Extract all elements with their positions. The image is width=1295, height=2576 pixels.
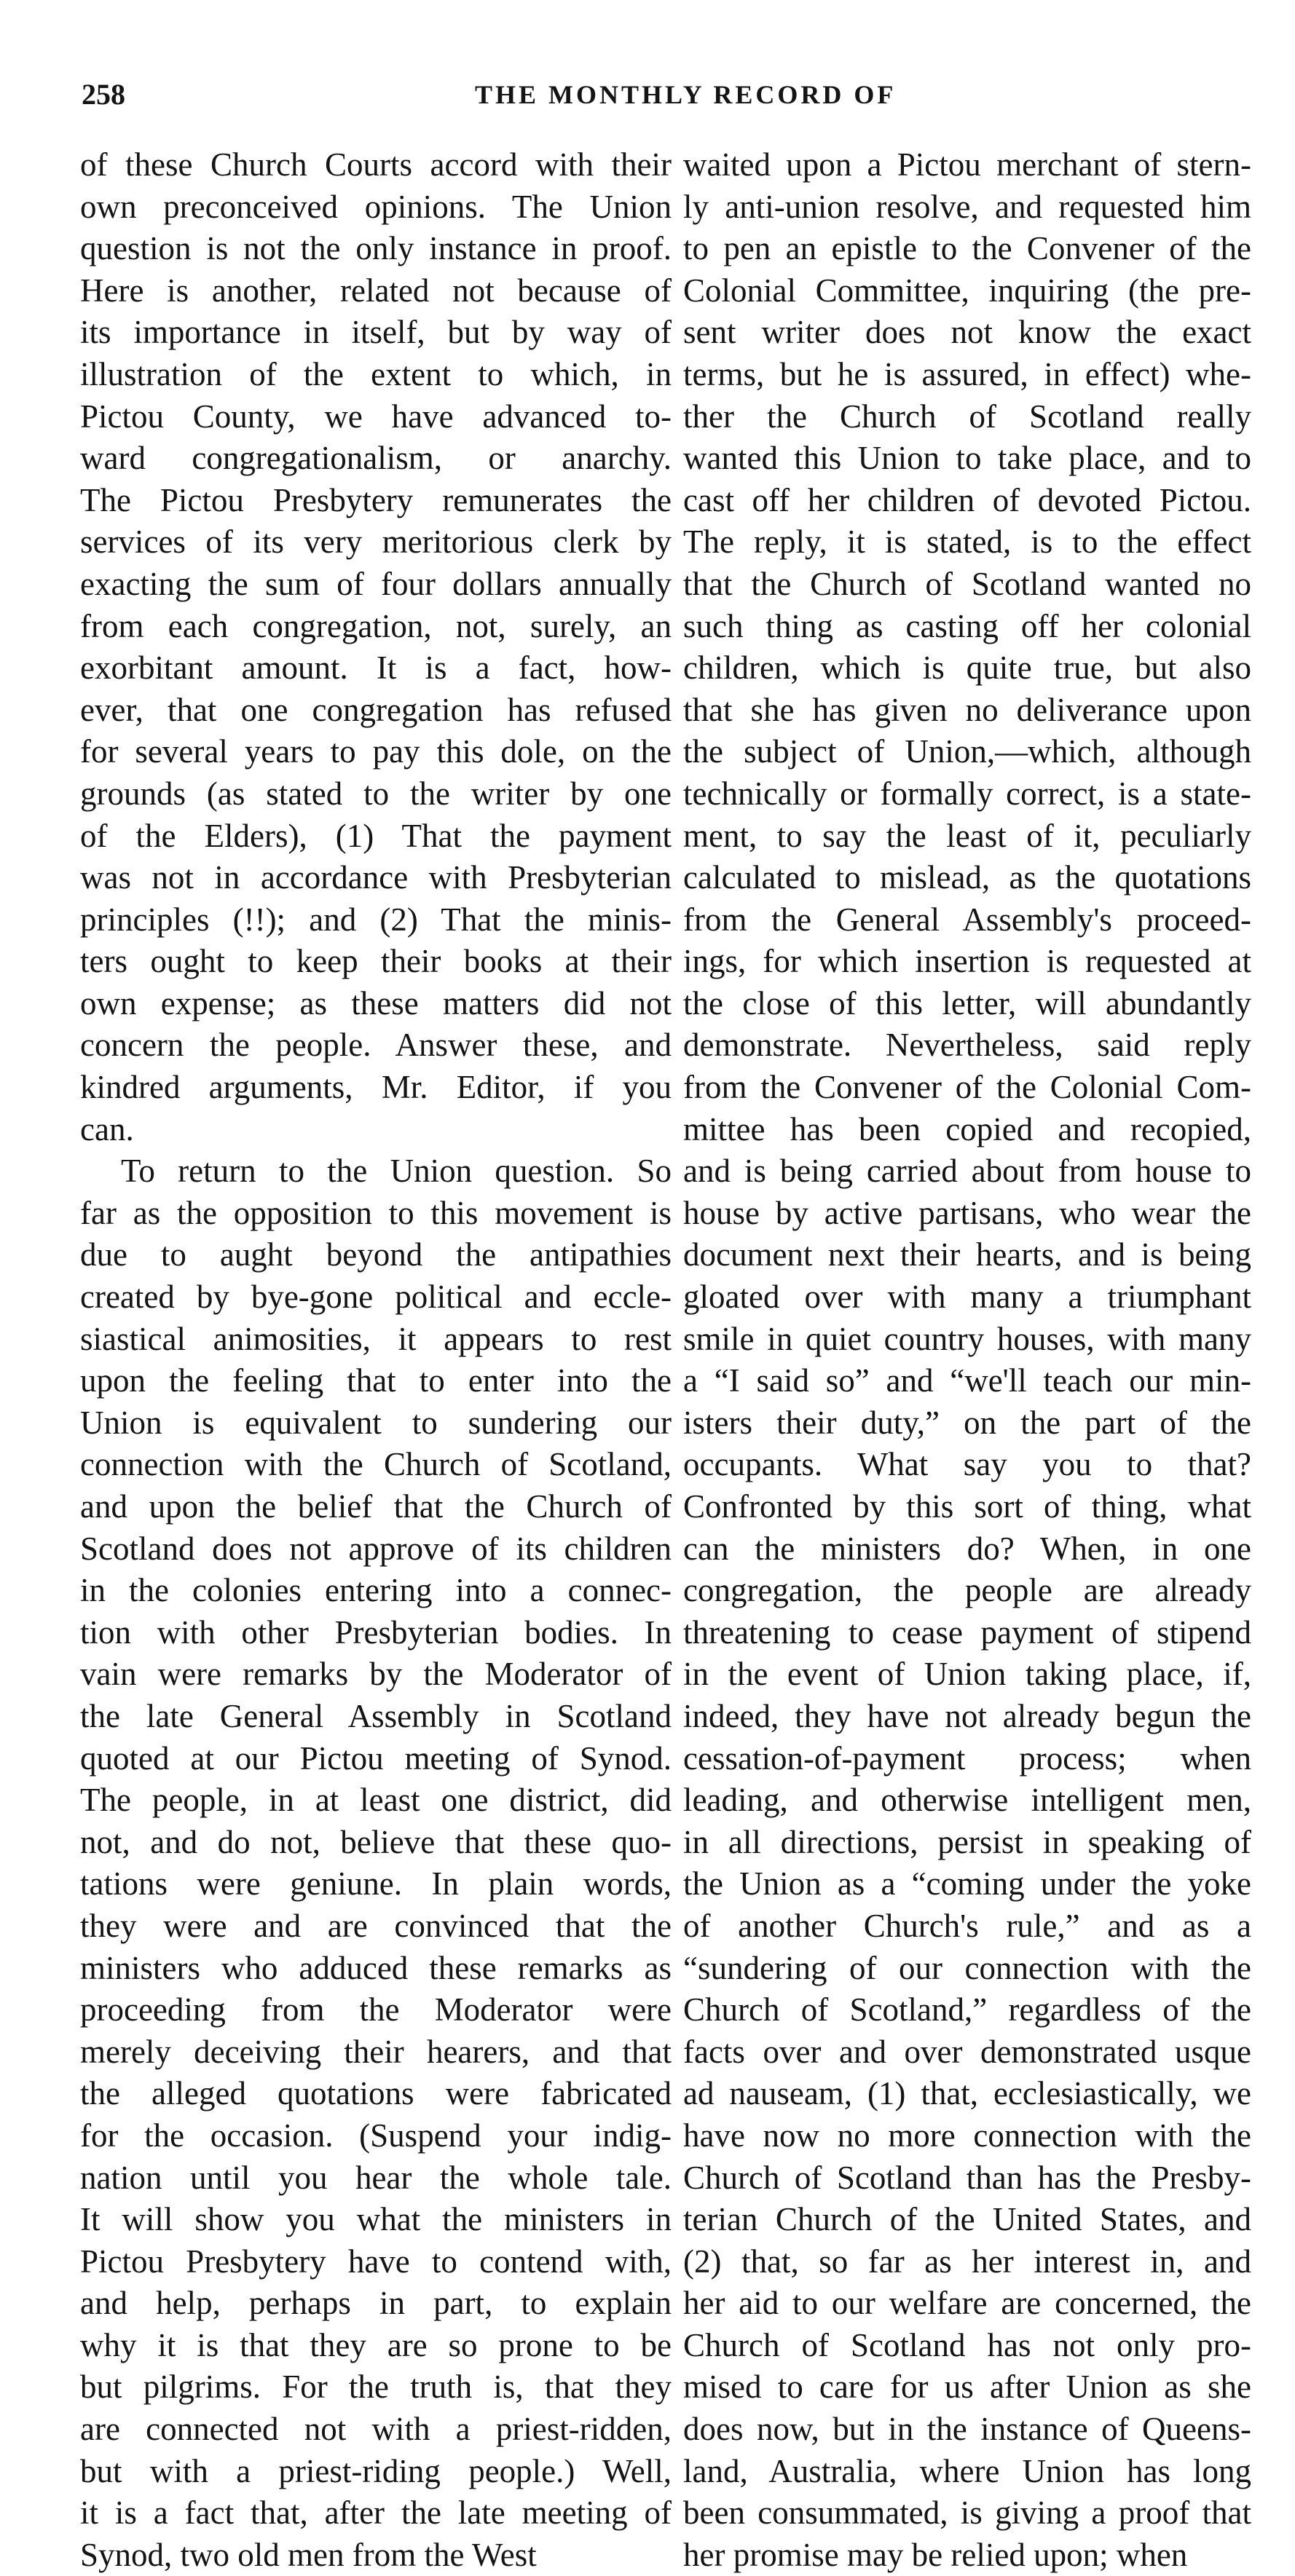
text-line: the Union as a “coming under the yoke [683, 1865, 1251, 1903]
text-line: and help, perhaps in part, to explain [80, 2285, 672, 2322]
text-line: own preconceived opinions. The Union [80, 188, 672, 225]
text-line: land, Australia, where Union has long [683, 2452, 1251, 2489]
text-line: proceeding from the Moderator were [80, 1991, 672, 2028]
text-line: tations were geniune. In plain words, [80, 1865, 672, 1903]
text-line: ministers who adduced these remarks as [80, 1949, 672, 1986]
journal-title: THE MONTHLY RECORD OF [475, 80, 897, 109]
text-line: congregation, the people are already [683, 1572, 1251, 1609]
text-line: in the colonies entering into a connec- [80, 1572, 672, 1609]
text-line: threatening to cease payment of stipend [683, 1613, 1251, 1651]
text-line: ad nauseam, (1) that, ecclesiastically, we [683, 2075, 1251, 2112]
text-line: exacting the sum of four dollars annually [80, 565, 672, 602]
text-line: kindred arguments, Mr. Editor, if you [80, 1069, 672, 1106]
text-line: siastical animosities, it appears to rest [80, 1320, 672, 1357]
text-line: demonstrate. Nevertheless, said reply [683, 1027, 1251, 1064]
text-line: Pictou County, we have advanced to- [80, 398, 672, 435]
text-line: question is not the only instance in proof. [80, 230, 672, 267]
text-line: house by active partisans, who wear the [683, 1194, 1251, 1231]
text-line: Here is another, related not because of [80, 272, 672, 309]
text-line: for the occasion. (Suspend your indig- [80, 2117, 672, 2154]
text-line: Scotland does not approve of its children [80, 1530, 672, 1567]
text-line: not, and do not, believe that these quo- [80, 1823, 672, 1860]
text-line: facts over and over demonstrated usque [683, 2033, 1251, 2070]
text-line: cessation-of-payment process; when [683, 1739, 1251, 1777]
text-line: Church of Scotland,” regardless of the [683, 1991, 1251, 2028]
text-line: Pictou Presbytery have to contend with, [80, 2243, 672, 2280]
text-line: due to aught beyond the antipathies [80, 1236, 672, 1273]
text-line: waited upon a Pictou merchant of stern- [683, 146, 1251, 183]
text-line: (2) that, so far as her interest in, and [683, 2243, 1251, 2280]
text-line: Church of Scotland has not only pro- [683, 2326, 1251, 2363]
text-line: It will show you what the ministers in [80, 2201, 672, 2238]
text-line: The reply, it is stated, is to the effect [683, 524, 1251, 561]
text-line: to pen an epistle to the Convener of the [683, 230, 1251, 267]
text-line: sent writer does not know the exact [683, 314, 1251, 351]
text-line: a “I said so” and “we'll teach our min- [683, 1362, 1251, 1399]
text-line: mittee has been copied and recopied, [683, 1110, 1251, 1147]
text-line: can the ministers do? When, in one [683, 1530, 1251, 1567]
text-line: her aid to our welfare are concerned, the [683, 2285, 1251, 2322]
text-line: for several years to pay this dole, on the [80, 733, 672, 770]
text-line: document next their hearts, and is being [683, 1236, 1251, 1273]
text-line: are connected not with a priest-ridden, [80, 2411, 672, 2448]
text-line: technically or formally correct, is a state- [683, 775, 1251, 812]
text-line: ings, for which insertion is requested at [683, 943, 1251, 980]
text-line: ward congregationalism, or anarchy. [80, 440, 672, 477]
text-line: vain were remarks by the Moderator of [80, 1656, 672, 1693]
text-line: the alleged quotations were fabricated [80, 2075, 672, 2112]
text-line: Confronted by this sort of thing, what [683, 1488, 1251, 1525]
text-line: Synod, two old men from the West [80, 2536, 537, 2573]
running-head [82, 73, 1232, 116]
text-line: and upon the belief that the Church of [80, 1488, 672, 1525]
text-line: in the event of Union taking place, if, [683, 1656, 1251, 1693]
text-line: indeed, they have not already begun the [683, 1697, 1251, 1734]
text-line: connection with the Church of Scotland, [80, 1446, 672, 1483]
text-line: in all directions, persist in speaking of [683, 1823, 1251, 1860]
text-line: does now, but in the instance of Queens- [683, 2411, 1251, 2448]
text-line: from the Convener of the Colonial Com- [683, 1069, 1251, 1106]
text-line: wanted this Union to take place, and to [683, 440, 1251, 477]
text-line: the subject of Union,—which, although [683, 733, 1251, 770]
text-line: merely deceiving their hearers, and that [80, 2033, 672, 2070]
text-line: been consummated, is giving a proof that [683, 2494, 1251, 2532]
text-line: gloated over with many a triumphant [683, 1279, 1251, 1316]
text-line: The Pictou Presbytery remunerates the [80, 481, 672, 518]
text-line: exorbitant amount. It is a fact, how- [80, 649, 672, 687]
text-line: it is a fact that, after the late meeting of [80, 2494, 672, 2532]
text-line: of another Church's rule,” and as a [683, 1907, 1251, 1944]
text-line: Union is equivalent to sundering our [80, 1404, 672, 1441]
text-line: far as the opposition to this movement is [80, 1194, 672, 1231]
text-line: children, which is quite true, but also [683, 649, 1251, 687]
text-line: occupants. What say you to that? [683, 1446, 1251, 1483]
text-line: calculated to mislead, as the quotations [683, 859, 1251, 896]
text-line: have now no more connection with the [683, 2117, 1251, 2154]
text-line: “sundering of our connection with the [683, 1949, 1251, 1986]
text-line: mised to care for us after Union as she [683, 2368, 1251, 2406]
text-line: The people, in at least one district, did [80, 1782, 672, 1819]
text-line: tion with other Presbyterian bodies. In [80, 1613, 672, 1651]
text-line: but pilgrims. For the truth is, that they [80, 2368, 672, 2406]
text-line: of these Church Courts accord with their [80, 146, 672, 183]
text-line: cast off her children of devoted Pictou. [683, 481, 1251, 518]
text-line: ther the Church of Scotland really [683, 398, 1251, 435]
text-line: from each congregation, not, surely, an [80, 607, 672, 644]
text-line: ly anti-union resolve, and requested him [683, 188, 1251, 225]
text-line: quoted at our Pictou meeting of Synod. [80, 1739, 672, 1777]
text-line: can. [80, 1110, 134, 1147]
text-line: Church of Scotland than has the Presby- [683, 2159, 1251, 2196]
text-line: concern the people. Answer these, and [80, 1027, 672, 1064]
text-line: principles (!!); and (2) That the minis- [80, 901, 672, 938]
text-line: the close of this letter, will abundantly [683, 984, 1251, 1022]
text-line: nation until you hear the whole tale. [80, 2159, 672, 2196]
text-line: Colonial Committee, inquiring (the pre- [683, 272, 1251, 309]
text-line: was not in accordance with Presbyterian [80, 859, 672, 896]
text-line: services of its very meritorious clerk by [80, 524, 672, 561]
text-line: that the Church of Scotland wanted no [683, 565, 1251, 602]
text-line: from the General Assembly's proceed- [683, 901, 1251, 938]
left-text-column [80, 144, 672, 2576]
page-number: 258 [82, 78, 125, 111]
right-text-column [683, 144, 1251, 2576]
text-line: To return to the Union question. So [121, 1153, 672, 1190]
text-line: they were and are convinced that the [80, 1907, 672, 1944]
text-line: isters their duty,” on the part of the [683, 1404, 1251, 1441]
text-line: her promise may be relied upon; when [683, 2536, 1188, 2573]
text-line: terms, but he is assured, in effect) whe- [683, 355, 1251, 392]
text-line: ters ought to keep their books at their [80, 943, 672, 980]
text-line: that she has given no deliverance upon [683, 691, 1251, 728]
text-line: the late General Assembly in Scotland [80, 1697, 672, 1734]
text-line: smile in quiet country houses, with many [683, 1320, 1251, 1357]
text-line: ever, that one congregation has refused [80, 691, 672, 728]
text-line: but with a priest-riding people.) Well, [80, 2452, 672, 2489]
text-line: upon the feeling that to enter into the [80, 1362, 672, 1399]
text-line: created by bye-gone political and eccle- [80, 1279, 672, 1316]
text-line: why it is that they are so prone to be [80, 2326, 672, 2363]
text-line: such thing as casting off her colonial [683, 607, 1251, 644]
text-line: of the Elders), (1) That the payment [80, 817, 672, 854]
text-line: own expense; as these matters did not [80, 984, 672, 1022]
text-line: ment, to say the least of it, peculiarly [683, 817, 1251, 854]
text-line: terian Church of the United States, and [683, 2201, 1251, 2238]
text-line: illustration of the extent to which, in [80, 355, 672, 392]
text-line: and is being carried about from house to [683, 1153, 1251, 1190]
text-line: its importance in itself, but by way of [80, 314, 672, 351]
text-line: leading, and otherwise intelligent men, [683, 1782, 1251, 1819]
text-line: grounds (as stated to the writer by one [80, 775, 672, 812]
